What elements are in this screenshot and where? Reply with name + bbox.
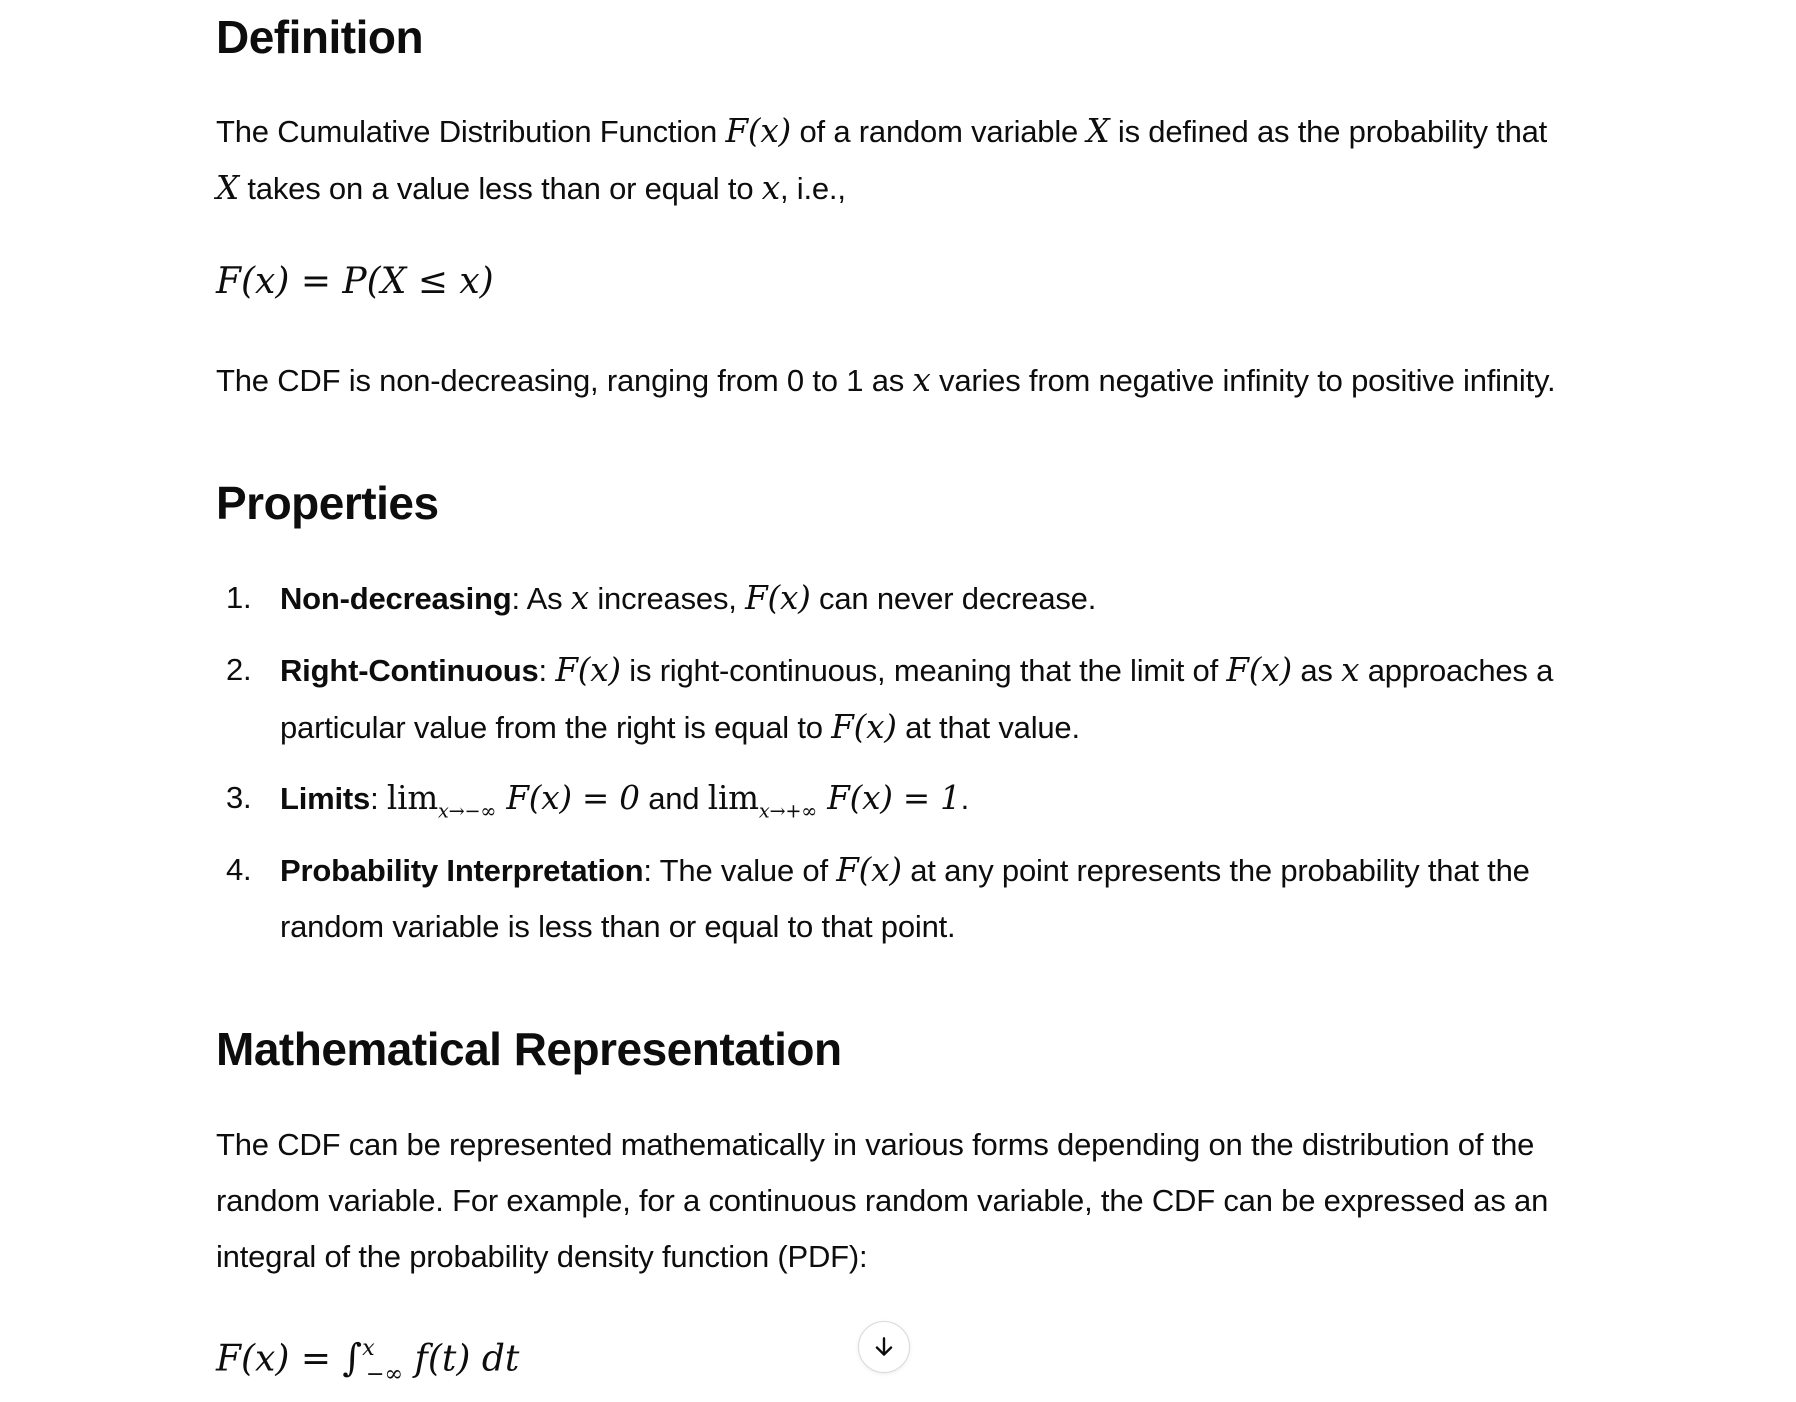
scroll-to-bottom-button[interactable] [858, 1321, 910, 1373]
list-item: 3. Limits: $\lim_{x\to-\infty} F(x) = 0$ and $\lim_{x\to+\infty} F(x) = 1$. [216, 770, 1720, 840]
definition-paragraph: The Cumulative Distribution Function F(x) of a random variable X is defined as the probability that X takes on a value less than or equal to x, i.e., [216, 112, 1548, 207]
property-title: Limits [280, 781, 371, 816]
list-item: 1. Non-decreasing: As x increases, F(x) can never decrease. [216, 570, 1720, 627]
list-number: 1. [226, 580, 252, 615]
list-item: 2. Right-Continuous: F(x) is right-continuous, meaning that the limit of F(x) as x approaches a particular value from the right is equal to F(x) at that value. [216, 642, 1720, 756]
arrow-down-icon [871, 1334, 897, 1360]
property-title: Probability Interpretation [280, 853, 644, 888]
math-X: X [1086, 112, 1110, 150]
property-title: Right-Continuous [280, 653, 539, 688]
property-title: Non-decreasing [280, 581, 512, 616]
heading-properties: Properties [216, 477, 439, 529]
math-x: x [912, 361, 931, 399]
math-fx: F(x) [725, 112, 792, 150]
list-item: 4. Probability Interpretation: The value of F(x) at any point represents the probability that the random variable is less than or equal to that point. [216, 842, 1720, 955]
math-x: x [761, 169, 780, 207]
cdf-range-paragraph: The CDF is non-decreasing, ranging from 0 to 1 as x varies from negative infinity to positive infinity. [216, 361, 1556, 399]
math-X: X [216, 169, 239, 207]
cdf-definition-equation: F(x) = P(X ≤ x) [216, 261, 494, 302]
list-number: 4. [226, 852, 252, 887]
list-number: 3. [226, 780, 252, 815]
heading-definition: Definition [216, 11, 424, 63]
cdf-integral-equation: F(x) = ∫$^x_{-\infty}$ f(t) dt [216, 1335, 520, 1387]
heading-mathematical-representation: Mathematical Representation [216, 1023, 842, 1075]
list-number: 2. [226, 652, 252, 687]
math-representation-paragraph: The CDF can be represented mathematically in various forms depending on the distribution of the random variable. For example, for a continuous random variable, the CDF can be expressed as an integral of the probability density function (PDF): [216, 1127, 1549, 1274]
